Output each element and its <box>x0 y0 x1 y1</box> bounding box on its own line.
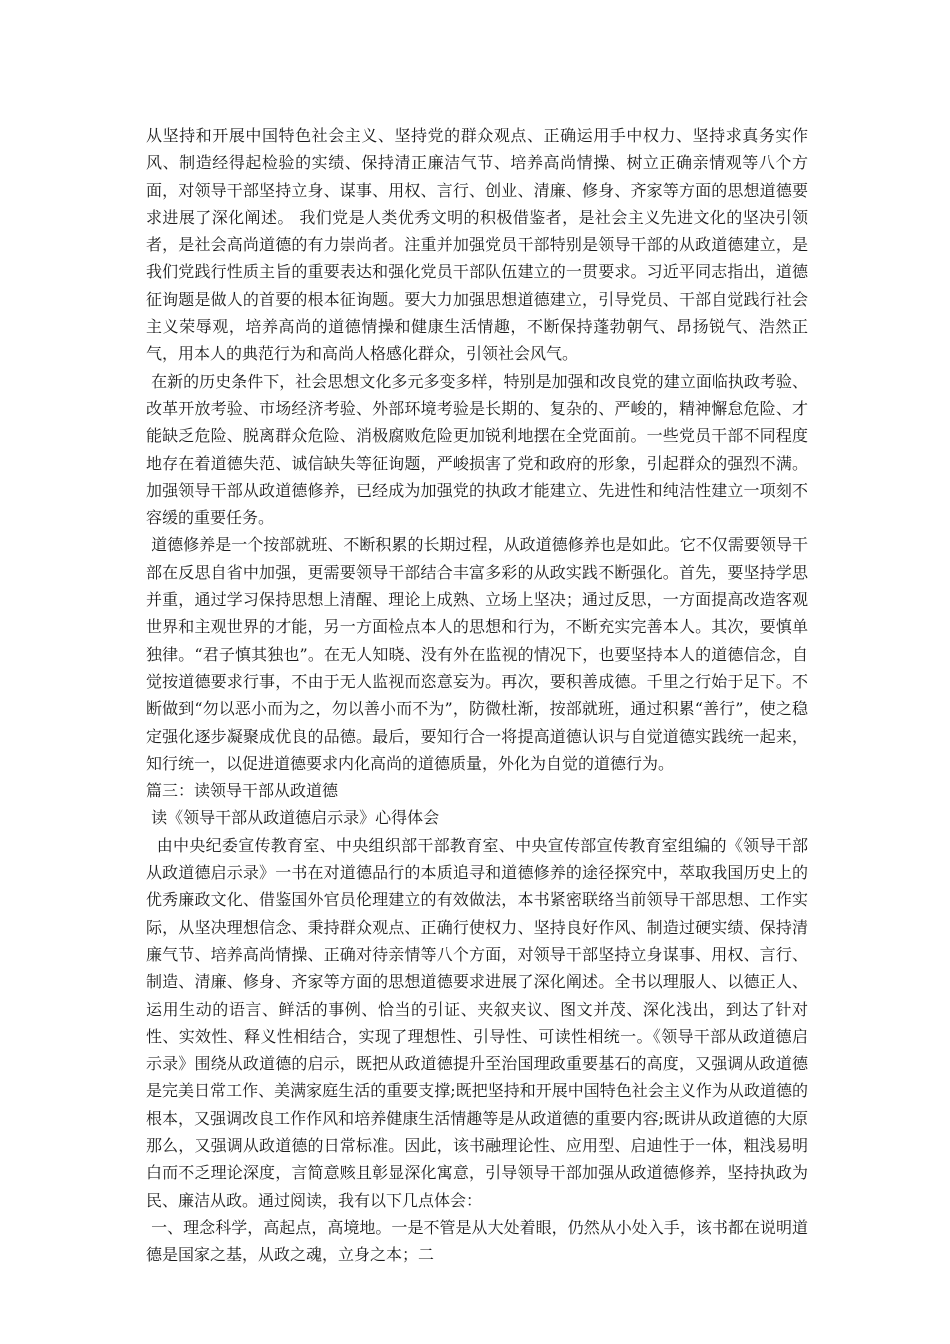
article-title: 读《领导干部从政道德启示录》心得体会 <box>146 808 440 828</box>
document-body <box>146 122 808 1268</box>
paragraph-2: 在新的历史条件下，社会思想文化多元多变多样，特别是加强和改良党的建立面临执政考验、改革开放考验、市场经济考验、外部环境考验是长期的、复杂的、严峻的，精神懈怠危险、才能缺乏危险、脱离群众危险、消极腐败危险更加锐利地摆在全党面前。一些党员干部不同程度地存在着道德失范、诚信缺失等征询题，严峻损害了党和政府的形象，引起群众的强烈不满。加强领导干部从政道德修养，已经成为加强党的执政才能建立、先进性和纯洁性建立一项刻不容缓的重要任务。 <box>146 371 808 528</box>
paragraph-1: 从坚持和开展中国特色社会主义、坚持党的群众观点、正确运用手中权力、坚持求真务实作风、制造经得起检验的实绩、保持清正廉洁气节、培养高尚情操、树立正确亲情观等八个方面，对领导干部坚持立身、谋事、用权、言行、创业、清廉、修身、齐家等方面的思想道德要求进展了深化阐述。 我们党是人类优秀文明的积极借鉴者，是社会主义先进文化的坚决引领者，是社会高尚道德的有力崇尚者。注重并加强党员干部特别是领导干部的从政道德建立，是我们党践行性质主旨的重要表达和强化党员干部队伍建立的一贯要求。习近平同志指出，道德征询题是做人的首要的根本征询题。要大力加强思想道德建立，引导党员、干部自觉践行社会主义荣辱观，培养高尚的道德情操和健康生活情趣，不断保持蓬勃朝气、昂扬锐气、浩然正气，用本人的典范行为和高尚人格感化群众，引领社会风气。 <box>146 126 808 364</box>
section-heading: 篇三：读领导干部从政道德 <box>146 781 339 801</box>
paragraph-5: 一、理念科学，高起点，高境地。一是不管是从大处着眼，仍然从小处入手，该书都在说明道德是国家之基，从政之魂，立身之本；二 <box>146 1217 808 1265</box>
paragraph-3: 道德修养是一个按部就班、不断积累的长期过程，从政道德修养也是如此。它不仅需要领导干部在反思自省中加强，更需要领导干部结合丰富多彩的从政实践不断强化。首先，要坚持学思并重，通过学习保持思想上清醒、理论上成熟、立场上坚决；通过反思，一方面提高改造客观世界和主观世界的才能，另一方面检点本人的思想和行为，不断充实完善本人。其次，要慎单独律。“君子慎其独也”。在无人知晓、没有外在监视的情况下，也要坚持本人的道德信念，自觉按道德要求行事，不由于无人监视而恣意妄为。再次，要积善成德。千里之行始于足下。不断做到“勿以恶小而为之，勿以善小而不为”，防微杜渐，按部就班，通过积累“善行”，使之稳定强化逐步凝聚成优良的品德。最后，要知行合一将提高道德认识与自觉道德实践统一起来，知行统一，以促进道德要求内化高尚的道德质量，外化为自觉的道德行为。 <box>146 535 808 773</box>
paragraph-4: 由中央纪委宣传教育室、中央组织部干部教育室、中央宣传部宣传教育室组编的《领导干部从政道德启示录》一书在对道德品行的本质追寻和道德修养的途径探究中，萃取我国历史上的优秀廉政文化、借鉴国外官员伦理建立的有效做法，本书紧密联络当前领导干部思想、工作实际，从坚决理想信念、秉持群众观点、正确行使权力、坚持良好作风、制造过硬实绩、保持清廉气节、培养高尚情操、正确对待亲情等八个方面，对领导干部坚持立身谋事、用权、言行、制造、清廉、修身、齐家等方面的思想道德要求进展了深化阐述。全书以理服人、以德正人、运用生动的语言、鲜活的事例、恰当的引证、夹叙夹议、图文并茂、深化浅出，到达了针对性、实效性、释义性相结合，实现了理想性、引导性、可读性相统一。《领导干部从政道德启示录》围绕从政道德的启示，既把从政道德提升至治国理政重要基石的高度，又强调从政道德是完美日常工作、美满家庭生活的重要支撑;既把坚持和开展中国特色社会主义作为从政道德的根本，又强调改良工作作风和培养健康生活情趣等是从政道德的重要内容;既讲从政道德的大原那么，又强调从政道德的日常标准。因此，该书融理论性、应用型、启迪性于一体，粗浅易明白而不乏理论深度，言简意赅且彰显深化寓意，引导领导干部加强从政道德修养，坚持执政为民、廉洁从政。通过阅读，我有以下几点体会： <box>146 835 808 1210</box>
